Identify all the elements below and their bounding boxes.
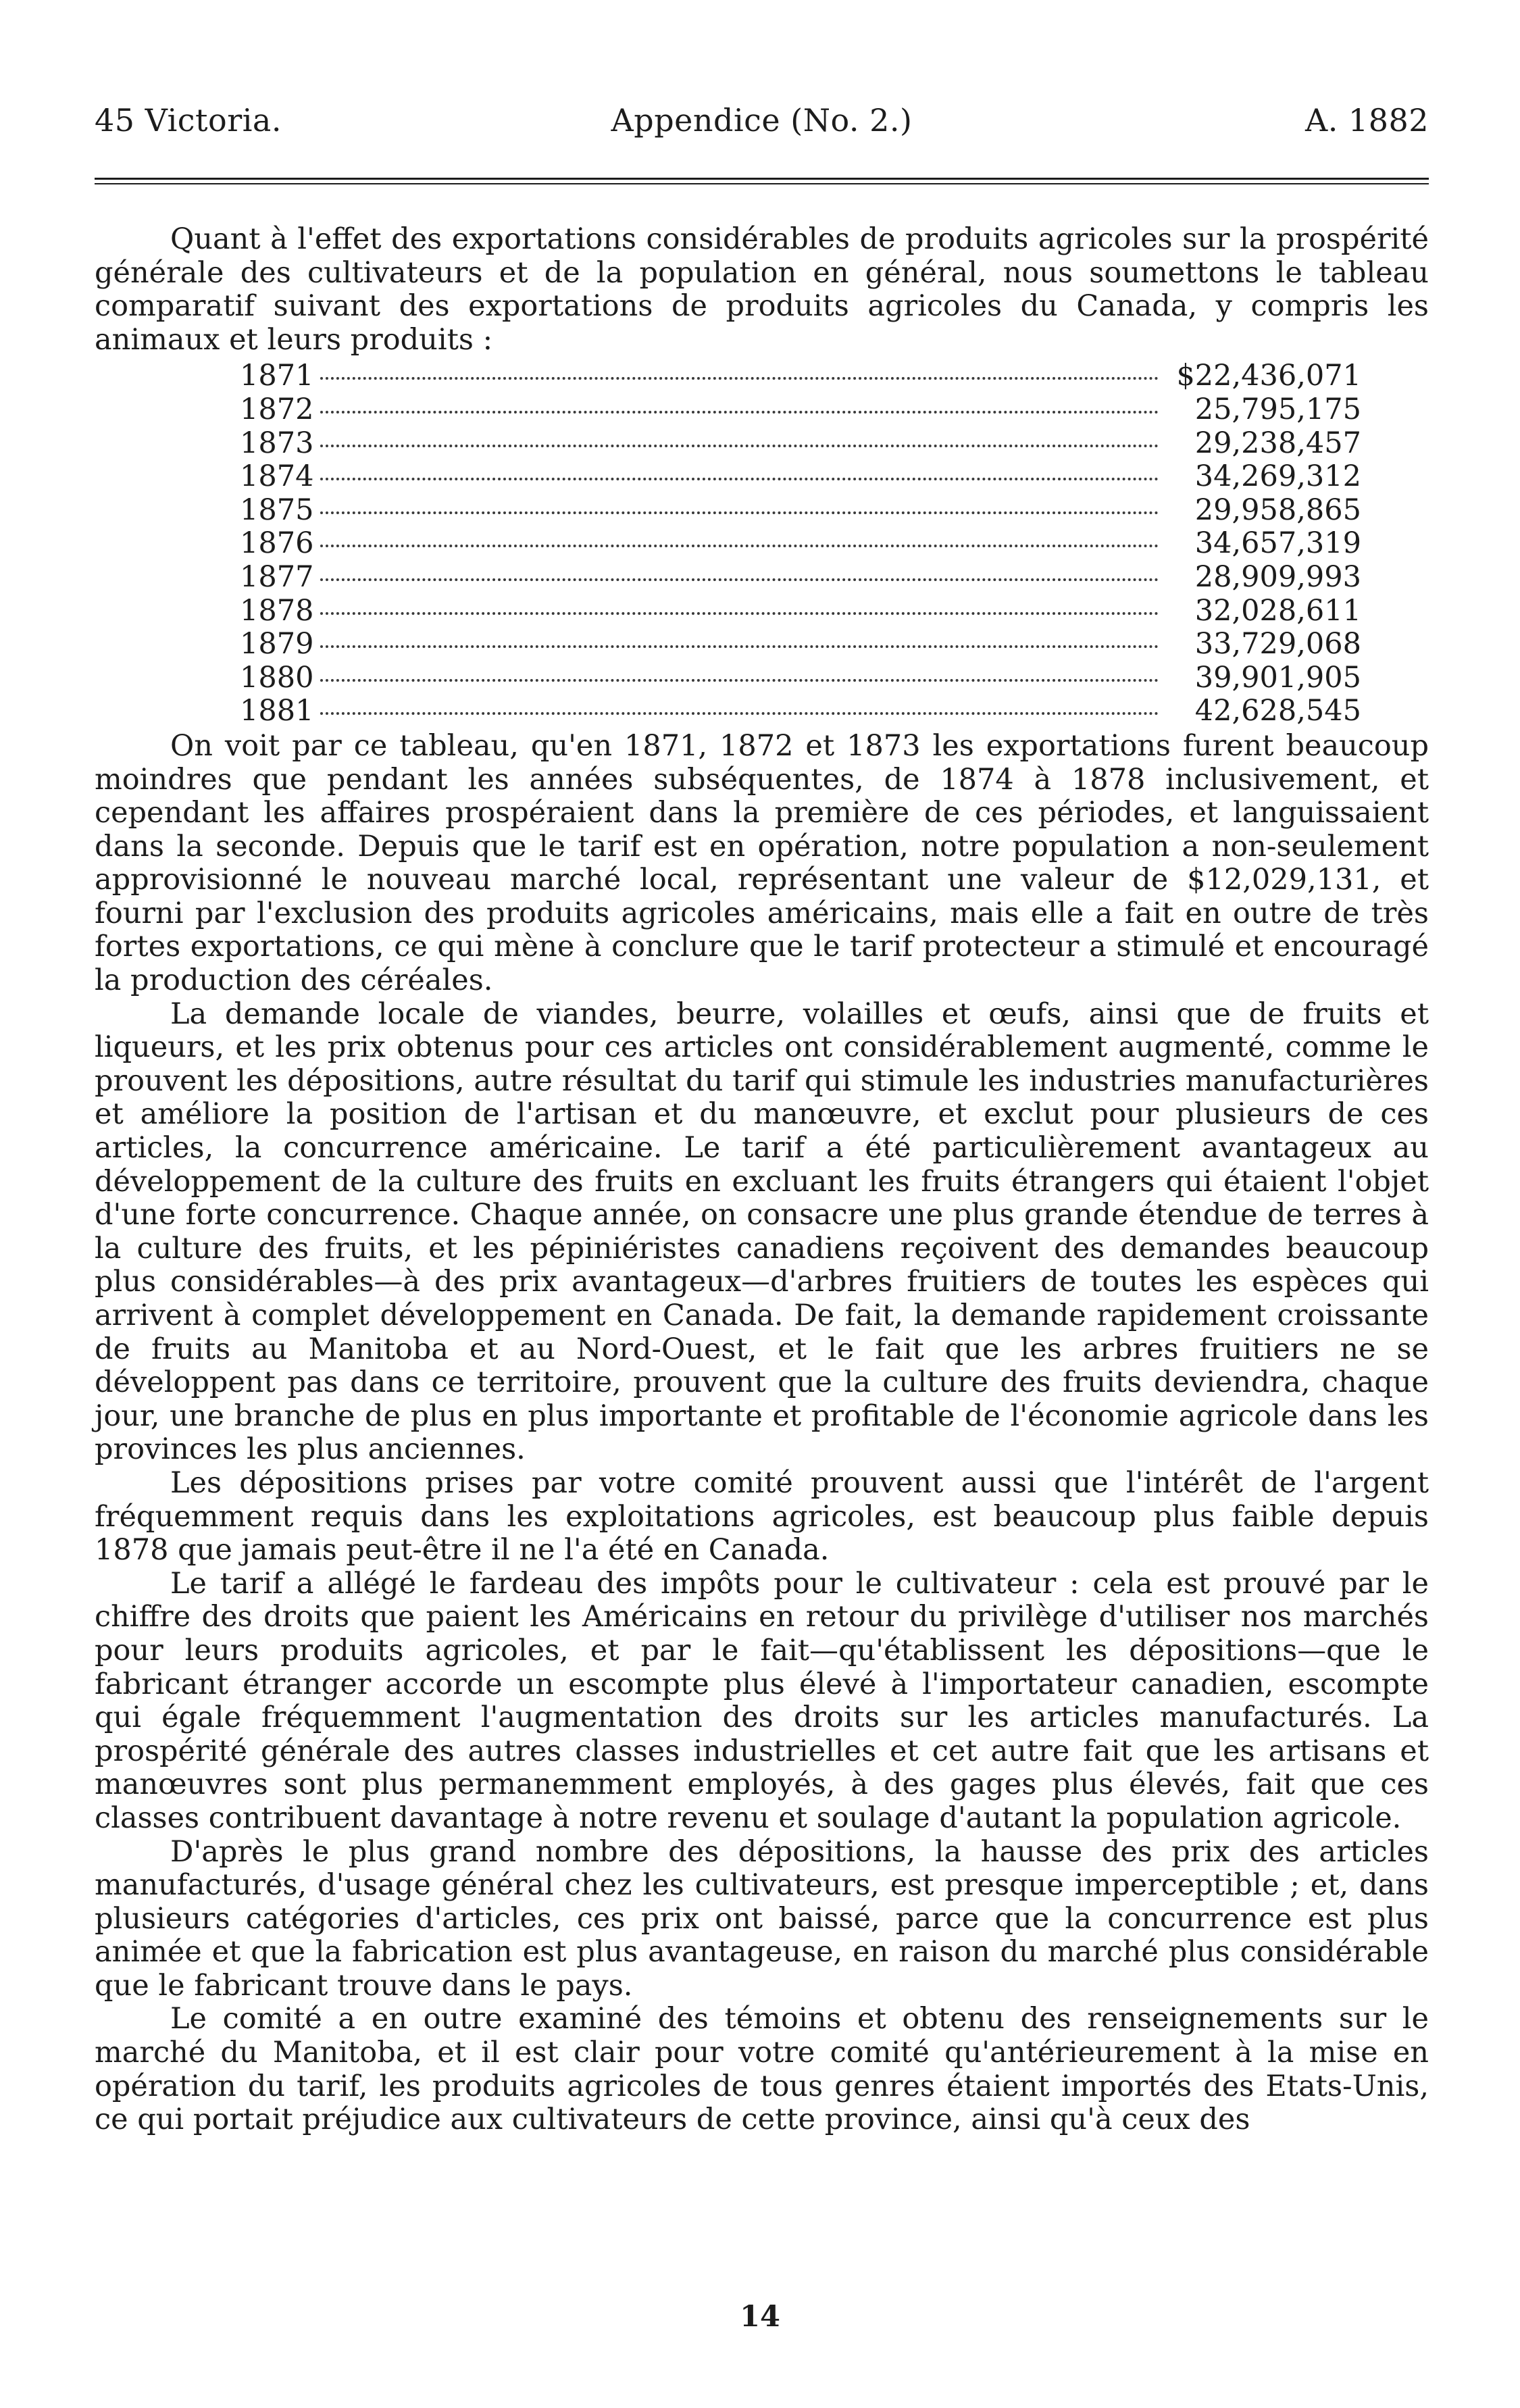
export-value: 29,238,457 [1194, 426, 1361, 460]
dot-leader [320, 679, 1159, 682]
exports-row [240, 661, 1361, 695]
export-year: 1873 [240, 426, 314, 460]
export-value: $22,436,071 [1176, 359, 1361, 393]
dot-leader [320, 712, 1159, 715]
paragraph-exports-intro: Quant à l'effet des exportations considérables de produits agricoles sur la prospérité générale des cultivateurs et de la population en général, nous soumettons le tableau comparatif suivant des exportations de produits agricoles du Canada, y compris les animaux et leurs produits : [95, 222, 1429, 357]
exports-row [240, 460, 1361, 494]
exports-row [240, 359, 1361, 393]
body-text [95, 223, 1429, 2137]
running-header [95, 100, 1429, 141]
paragraph-manitoba-market: Le comité a en outre examiné des témoins et obtenu des renseignements sur le marché du Manitoba, et il est clair pour votre comité qu'antérieurement à la mise en opération du tarif, les produits agricoles de tous genres étaient importés des Etats-Unis, ce qui portait préjudice aux cultivateurs de cette province, ainsi qu'à ceux des [95, 2002, 1429, 2137]
exports-row [240, 393, 1361, 427]
export-year: 1877 [240, 559, 314, 594]
header-session: 45 Victoria. [95, 102, 282, 139]
paragraph-local-demand: La demande locale de viandes, beurre, volailles et œufs, ainsi que de fruits et liqueurs, et les prix obtenus pour ces articles ont considérablement augmenté, comme le prouvent les dépositions, autre résultat du tarif qui stimule les industries manufacturières et améliore la position de l'artisan et du manœuvre, et exclut pour plusieurs de ces articles, la concurrence américaine. Le tarif a été particulièrement avantageux au développement de la culture des fruits en excluant les fruits étrangers qui étaient l'objet d'une forte concurrence. Chaque année, on consacre une plus grande étendue de terres à la culture des fruits, et les pépiniéristes canadiens reçoivent des demandes beaucoup plus considérables—à des prix avantageux—d'arbres fruitiers de toutes les espèces qui arrivent à complet développement en Canada. De fait, la demande rapidement croissante de fruits au Manitoba et au Nord-Ouest, et le fait que les arbres fruitiers ne se développent pas dans ce territoire, prouvent que la culture des fruits deviendra, chaque jour, une branche de plus en plus importante et profitable de l'économie agricole dans les provinces les plus anciennes. [95, 997, 1429, 1467]
export-year: 1876 [240, 526, 314, 561]
export-year: 1875 [240, 493, 314, 527]
dot-leader [320, 545, 1159, 547]
paragraph-price-changes: D'après le plus grand nombre des dépositions, la hausse des prix des articles manufacturés, d'usage général chez les cultivateurs, est presque imperceptible ; et, dans plusieurs catégories d'articles, ces prix ont baissé, parce que la concurrence est plus animée et que la fabrication est plus avantageuse, en raison du marché plus considérable que le fabricant trouve dans le pays. [95, 1834, 1429, 2003]
paragraph-export-analysis: On voit par ce tableau, qu'en 1871, 1872 et 1873 les exportations furent beaucoup moindres que pendant les années subséquentes, de 1874 à 1878 inclusivement, et cependant les affaires prospéraient dans la première de ces périodes, et languissaient dans la seconde. Depuis que le tarif est en opération, notre population a non-seulement approvisionné le nouveau marché local, représentant une valeur de $12,029,131, et fourni par l'exclusion des produits agricoles américains, mais elle a fait en outre de très fortes exportations, ce qui mène à conclure que le tarif protecteur a stimulé et encouragé la production des céréales. [95, 728, 1429, 998]
exports-row [240, 527, 1361, 561]
header-rule-thin [95, 183, 1429, 184]
export-year: 1879 [240, 627, 314, 661]
exports-table [95, 359, 1429, 728]
dot-leader [320, 612, 1159, 615]
export-value: 39,901,905 [1194, 660, 1361, 695]
exports-row [240, 628, 1361, 661]
dot-leader [320, 411, 1159, 413]
export-value: 34,657,319 [1194, 526, 1361, 561]
export-year: 1874 [240, 459, 314, 494]
dot-leader [320, 511, 1159, 514]
dot-leader [320, 478, 1159, 480]
export-value: 29,958,865 [1194, 493, 1361, 527]
export-year: 1880 [240, 660, 314, 695]
export-year: 1871 [240, 359, 314, 393]
export-value: 32,028,611 [1194, 593, 1361, 628]
export-year: 1872 [240, 392, 314, 426]
export-year: 1881 [240, 694, 314, 728]
exports-row [240, 494, 1361, 528]
dot-leader [320, 645, 1159, 648]
dot-leader [320, 445, 1159, 447]
export-value: 28,909,993 [1194, 559, 1361, 594]
export-value: 33,729,068 [1194, 627, 1361, 661]
header-appendix: Appendice (No. 2.) [611, 102, 913, 139]
export-year: 1878 [240, 593, 314, 628]
exports-row [240, 695, 1361, 728]
export-value: 25,795,175 [1194, 392, 1361, 426]
exports-row [240, 595, 1361, 628]
export-value: 42,628,545 [1194, 694, 1361, 728]
paragraph-interest-rates: Les dépositions prises par votre comité prouvent aussi que l'intérêt de l'argent fréquemment requis dans les exploitations agricoles, est beaucoup plus faible depuis 1878 que jamais peut-être il ne l'a été en Canada. [95, 1465, 1429, 1567]
export-value: 34,269,312 [1194, 459, 1361, 494]
dot-leader [320, 377, 1159, 380]
dot-leader [320, 578, 1159, 581]
header-year: A. 1882 [1304, 102, 1429, 139]
exports-row [240, 427, 1361, 461]
page-number: 14 [740, 2300, 780, 2334]
header-rule-thick [95, 178, 1429, 180]
paragraph-tax-burden: Le tarif a allégé le fardeau des impôts pour le cultivateur : cela est prouvé par le chiffre des droits que paient les Américains en retour du privilège d'utiliser nos marchés pour leurs produits agricoles, et par le fait—qu'établissent les dépositions—que le fabricant étranger accorde un escompte plus élevé à l'importateur canadien, escompte qui égale fréquemment l'augmentation des droits sur les articles manufacturés. La prospérité générale des autres classes industrielles et cet autre fait que les artisans et manœuvres sont plus permanemment employés, à des gages plus élevés, fait que ces classes contribuent davantage à notre revenu et soulage d'autant la population agricole. [95, 1566, 1429, 1835]
exports-row [240, 561, 1361, 595]
